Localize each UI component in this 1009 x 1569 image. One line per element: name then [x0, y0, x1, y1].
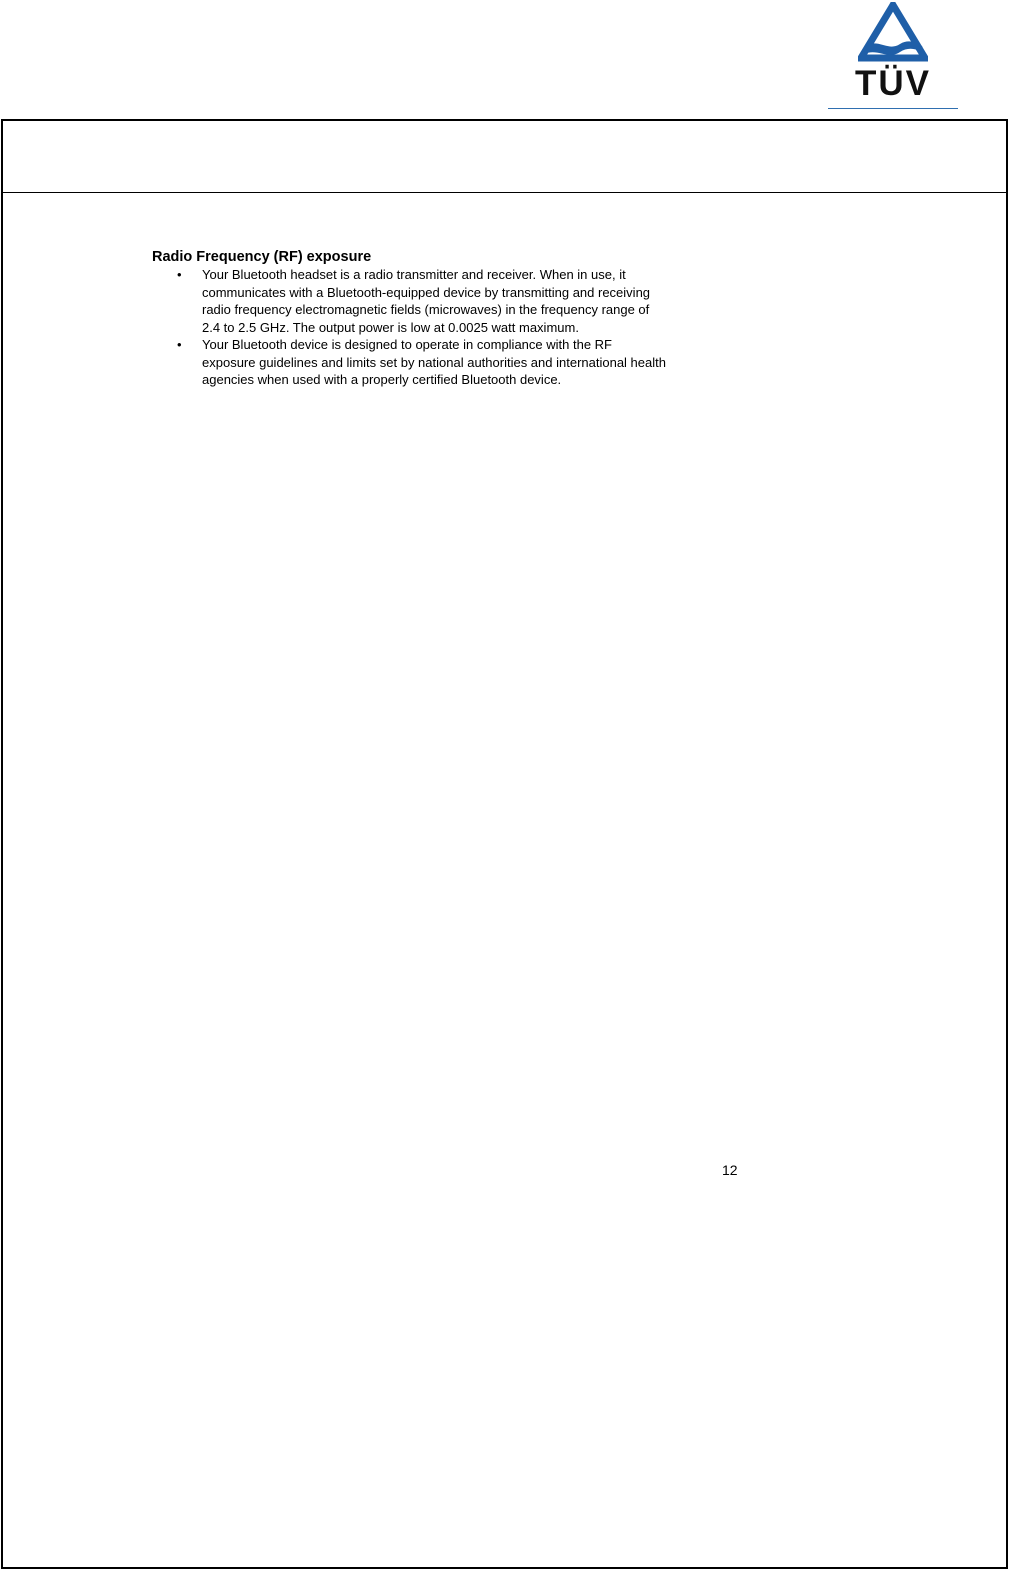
- logo-text: TÜV: [855, 64, 931, 103]
- document-body: [152, 248, 752, 389]
- page-number: 12: [722, 1162, 738, 1178]
- header-band: [3, 121, 1006, 193]
- bullet-list: [152, 266, 752, 389]
- bullet-line: communicates with a Bluetooth-equipped device by transmitting and receiving: [202, 284, 651, 300]
- bullet-line: 2.4 to 2.5 GHz. The output power is low at 0.0025 watt maximum.: [202, 319, 579, 335]
- logo-underline: [828, 108, 958, 109]
- bullet-marker: •: [177, 267, 182, 282]
- bullet-item: [152, 336, 752, 389]
- tuv-logo: [828, 0, 958, 112]
- bullet-line: Your Bluetooth device is designed to operate in compliance with the RF: [202, 337, 612, 352]
- bullet-line: radio frequency electromagnetic fields (microwaves) in the frequency range of: [202, 302, 650, 317]
- triangle-wave-logo-icon: [858, 2, 928, 62]
- bullet-line: agencies when used with a properly certified Bluetooth device.: [202, 372, 562, 387]
- bullet-marker: •: [177, 337, 182, 352]
- bullet-item: [152, 266, 752, 336]
- bullet-line: exposure guidelines and limits set by national authorities and international health: [202, 354, 666, 370]
- bullet-line: Your Bluetooth headset is a radio transmitter and receiver. When in use, it: [202, 267, 626, 282]
- section-title: Radio Frequency (RF) exposure: [152, 249, 372, 265]
